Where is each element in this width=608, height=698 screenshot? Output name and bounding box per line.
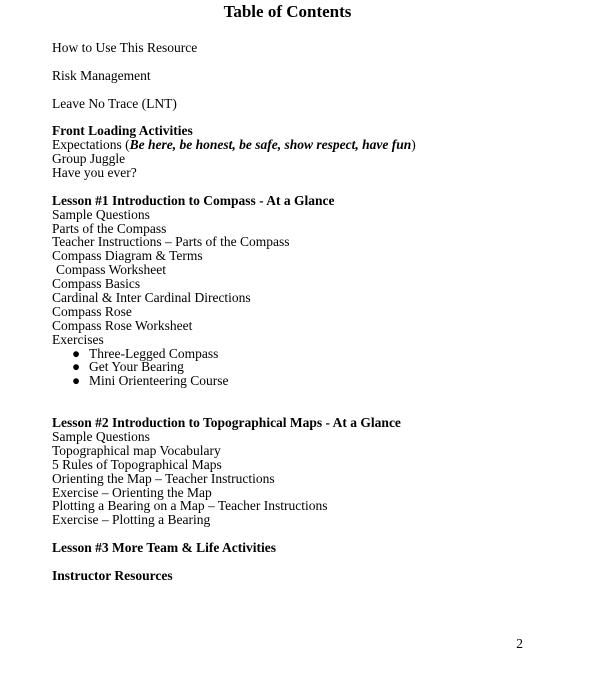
bullet-item-label: Get Your Bearing [89, 359, 184, 375]
section-heading-lesson1: Lesson #1 Introduction to Compass - At a Glance [52, 192, 335, 208]
toc-entry-compass-worksheet: Compass Worksheet [56, 262, 167, 278]
toc-entry-lesson2-sample-questions: Sample Questions [52, 428, 150, 444]
toc-entry-compass-diagram-terms: Compass Diagram & Terms [52, 248, 203, 264]
page-number: 2 [516, 636, 523, 651]
blank-line [52, 55, 552, 69]
expectations-motto: Be here, be honest, be safe, show respect, have fun [129, 137, 412, 153]
blank-line [52, 527, 552, 541]
toc-entry-expectations [52, 138, 552, 152]
section-heading-instructor-resources: Instructor Resources [52, 567, 173, 583]
toc-entry-topo-vocabulary: Topographical map Vocabulary [52, 442, 221, 458]
table-of-contents [52, 41, 552, 583]
bullet-icon: ● [72, 359, 81, 375]
expectations-prefix: Expectations ( [52, 137, 130, 153]
toc-entry-plotting-bearing-instructions: Plotting a Bearing on a Map – Teacher Instructions [52, 498, 328, 514]
toc-entry-teacher-instructions-parts: Teacher Instructions – Parts of the Compass [52, 234, 290, 250]
toc-entry-5-rules-topo-maps: 5 Rules of Topographical Maps [52, 456, 222, 472]
bullet-icon: ● [72, 345, 81, 361]
toc-entry-have-you-ever: Have you ever? [52, 165, 137, 181]
toc-entry-cardinal-directions: Cardinal & Inter Cardinal Directions [52, 290, 251, 306]
section-heading-front-loading: Front Loading Activities [52, 123, 193, 139]
blank-line [52, 83, 552, 97]
blank-line [52, 555, 552, 569]
toc-entry-risk-management: Risk Management [52, 67, 151, 83]
toc-entry-how-to-use: How to Use This Resource [52, 40, 198, 55]
bullet-item-label: Mini Orienteering Course [89, 373, 229, 389]
blank-line [52, 402, 552, 416]
toc-entry-group-juggle: Group Juggle [52, 151, 126, 167]
toc-entry-compass-rose: Compass Rose [52, 303, 132, 319]
page-title: Table of Contents [223, 2, 352, 21]
section-heading-lesson3: Lesson #3 More Team & Life Activities [52, 540, 276, 556]
toc-entry-compass-basics: Compass Basics [52, 276, 141, 292]
toc-entry-exercise-orienting-map: Exercise – Orienting the Map [52, 484, 212, 500]
bullet-item-get-your-bearing [52, 360, 552, 374]
toc-entry-leave-no-trace: Leave No Trace (LNT) [52, 95, 177, 111]
blank-line [52, 388, 552, 402]
toc-entry-compass-rose-worksheet: Compass Rose Worksheet [52, 317, 193, 333]
section-heading-lesson2: Lesson #2 Introduction to Topographical Maps - At a Glance [52, 415, 401, 431]
blank-line [52, 180, 552, 194]
bullet-item-label: Three-Legged Compass [89, 345, 219, 361]
toc-entry-exercises: Exercises [52, 331, 104, 347]
toc-entry-exercise-plotting-bearing: Exercise – Plotting a Bearing [52, 512, 211, 528]
bullet-icon: ● [72, 373, 81, 389]
bullet-item-three-legged-compass [52, 347, 552, 361]
bullet-item-mini-orienteering [52, 374, 552, 388]
toc-entry-orienting-map-instructions: Orienting the Map – Teacher Instructions [52, 470, 275, 486]
blank-line [52, 110, 552, 124]
expectations-suffix: ) [411, 137, 416, 153]
toc-entry-parts-of-compass: Parts of the Compass [52, 220, 167, 236]
toc-entry-lesson1-sample-questions: Sample Questions [52, 206, 150, 222]
